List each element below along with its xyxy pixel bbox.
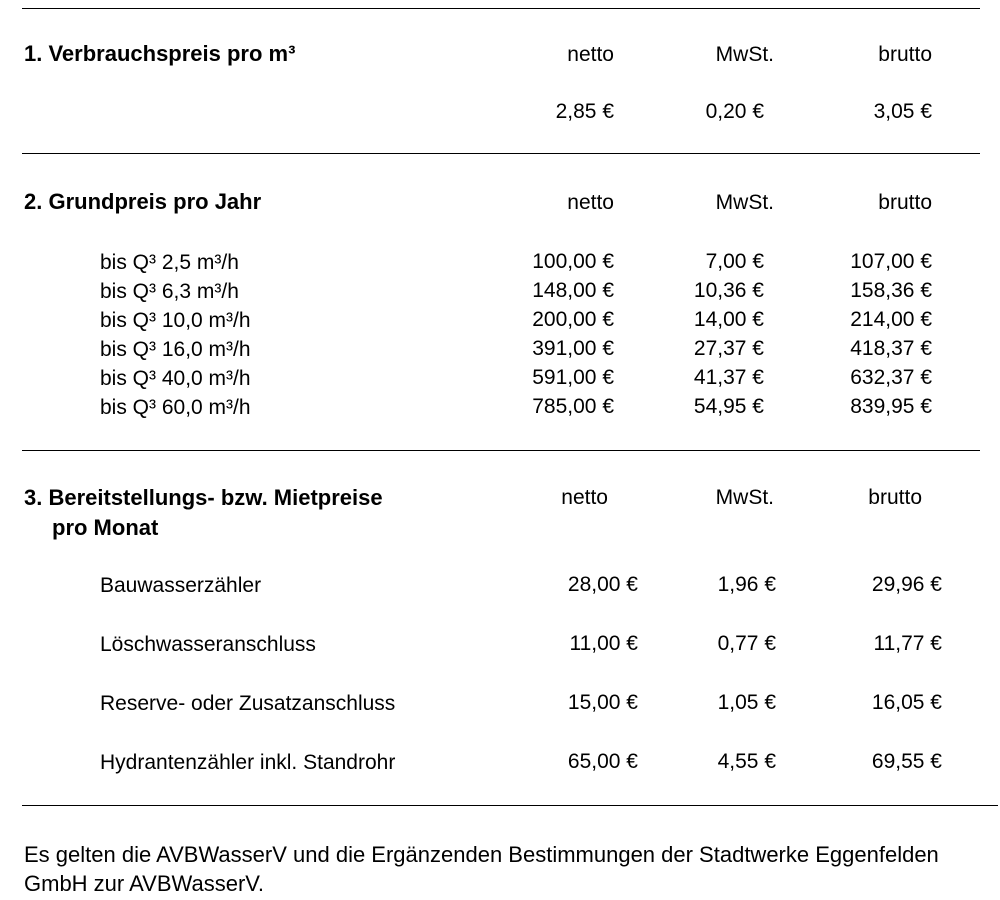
section1-value-brutto: 3,05 € (873, 100, 932, 123)
section2-row-netto: 391,00 € (532, 337, 614, 360)
section2-header-mwst: MwSt. (715, 191, 774, 214)
section3-title-line1: 3. Bereitstellungs- bzw. Mietpreise (24, 485, 383, 510)
section3-row-label: Löschwasseranschluss (100, 633, 316, 656)
section3-header-mwst: MwSt. (715, 486, 774, 509)
section2-row-mwst: 7,00 € (705, 250, 764, 273)
footer-note: Es gelten die AVBWasserV und die Ergänzenden Bestimmungen der Stadtwerke Eggenfelden GmbH zur AVBWasserV. (24, 842, 939, 896)
section2-row-brutto: 158,36 € (850, 279, 932, 302)
section2-row-brutto: 418,37 € (850, 337, 932, 360)
section3-row-netto: 65,00 € (567, 750, 638, 773)
section2-row-netto: 148,00 € (532, 279, 614, 302)
section3-row-label: Reserve- oder Zusatzanschluss (100, 692, 396, 715)
section2-row-mwst: 14,00 € (693, 308, 764, 331)
section1-value-mwst: 0,20 € (705, 100, 764, 123)
divider-top (22, 8, 980, 9)
section2-row-mwst: 10,36 € (693, 279, 764, 302)
section3-row-netto: 28,00 € (567, 573, 638, 596)
section2-row-brutto: 632,37 € (850, 366, 932, 389)
section3-row-mwst: 1,96 € (717, 573, 776, 596)
section3-row-label: Hydrantenzähler inkl. Standrohr (100, 751, 396, 774)
section2-row-brutto: 214,00 € (850, 308, 932, 331)
section3-header-netto: netto (561, 486, 608, 509)
section2-row-label: bis Q³ 16,0 m³/h (100, 338, 251, 361)
divider-1 (22, 153, 980, 154)
section2-row-netto: 785,00 € (532, 395, 614, 418)
section1-header-netto: netto (567, 43, 614, 66)
section2-row-label: bis Q³ 10,0 m³/h (100, 309, 251, 332)
section3-title-line2: pro Monat (52, 515, 159, 540)
section2-row-mwst: 41,37 € (693, 366, 764, 389)
section1-header-brutto: brutto (878, 43, 932, 66)
section2-title: 2. Grundpreis pro Jahr (24, 189, 262, 214)
section2-row-netto: 591,00 € (532, 366, 614, 389)
section2-header-netto: netto (567, 191, 614, 214)
section2-row-netto: 200,00 € (532, 308, 614, 331)
section3-row-mwst: 4,55 € (717, 750, 776, 773)
section3-row-brutto: 16,05 € (871, 691, 942, 714)
section1-value-netto: 2,85 € (555, 100, 614, 123)
section3-row-netto: 11,00 € (569, 632, 638, 655)
section2-row-label: bis Q³ 40,0 m³/h (100, 367, 251, 390)
section2-row-mwst: 27,37 € (693, 337, 764, 360)
section2-row-mwst: 54,95 € (693, 395, 764, 418)
section2-row-brutto: 839,95 € (850, 395, 932, 418)
section3-row-brutto: 11,77 € (873, 632, 942, 655)
section1-header-mwst: MwSt. (715, 43, 774, 66)
divider-2 (22, 450, 980, 451)
section3-row-label: Bauwasserzähler (100, 574, 262, 597)
section3-row-brutto: 69,55 € (871, 750, 942, 773)
section2-row-brutto: 107,00 € (850, 250, 932, 273)
section3-header-brutto: brutto (868, 486, 922, 509)
section2-row-label: bis Q³ 6,3 m³/h (100, 280, 239, 303)
section2-row-netto: 100,00 € (532, 250, 614, 273)
section3-row-mwst: 1,05 € (717, 691, 776, 714)
section3-row-mwst: 0,77 € (717, 632, 776, 655)
section3-row-brutto: 29,96 € (871, 573, 942, 596)
divider-3 (22, 805, 998, 806)
section2-row-label: bis Q³ 60,0 m³/h (100, 396, 251, 419)
section2-row-label: bis Q³ 2,5 m³/h (100, 251, 239, 274)
section2-header-brutto: brutto (878, 191, 932, 214)
section3-row-netto: 15,00 € (567, 691, 638, 714)
section1-title: 1. Verbrauchspreis pro m³ (24, 41, 296, 66)
